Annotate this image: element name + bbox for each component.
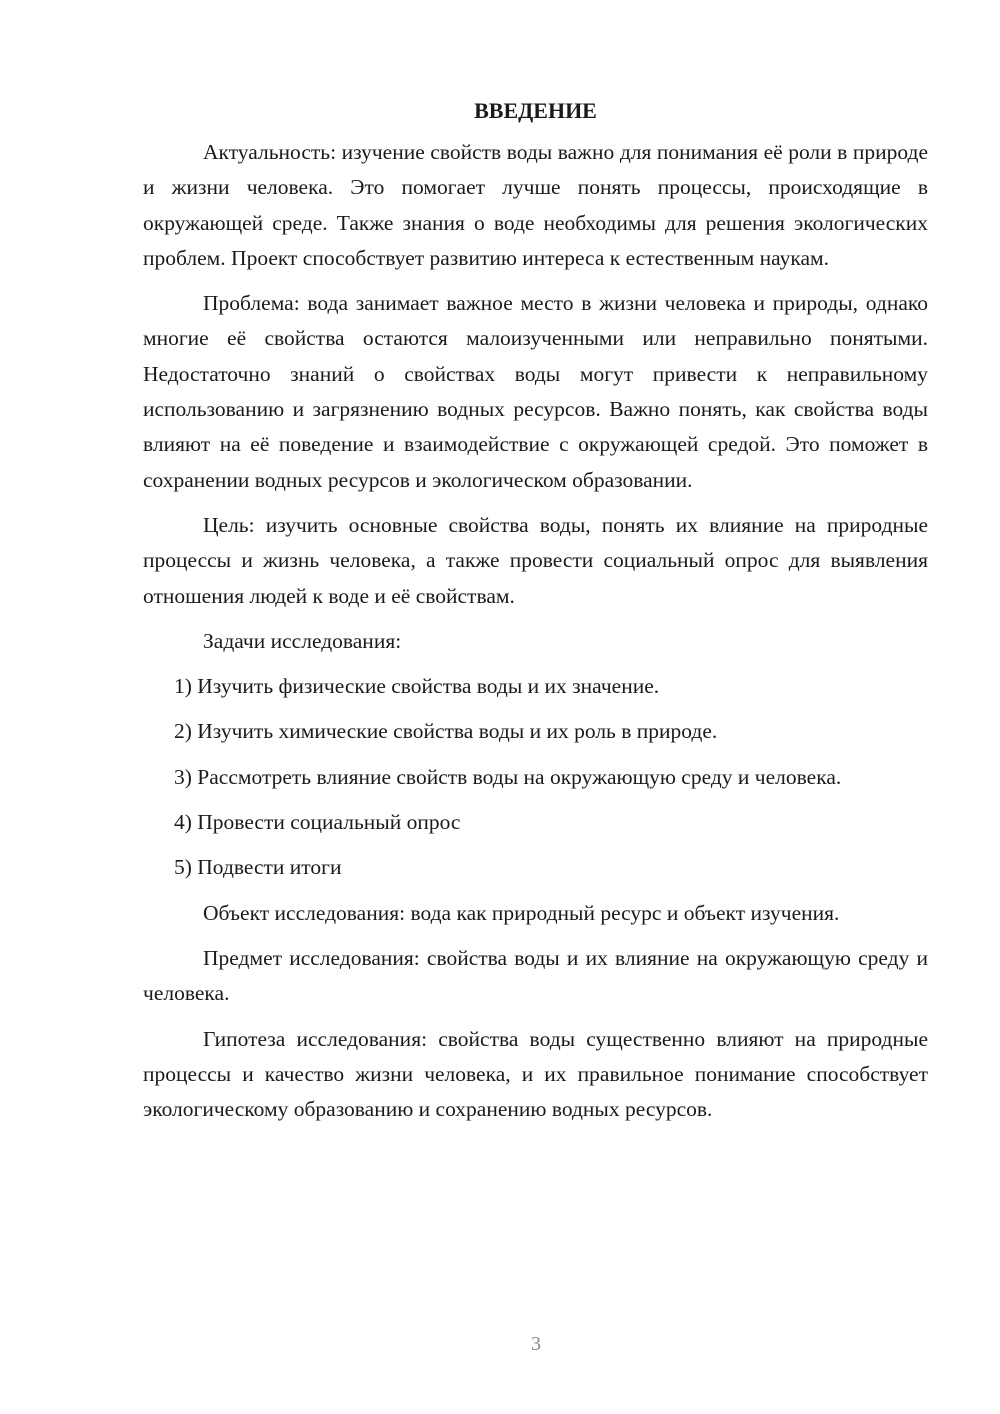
task-item-4: 4) Провести социальный опрос — [174, 810, 461, 835]
task-item-3: 3) Рассмотреть влияние свойств воды на окружающую среду и человека. — [174, 764, 842, 789]
paragraph-hypothesis: Гипотеза исследования: свойства воды существенно влияют на природные процессы и качество жизни человека, и их правильное понимание способствует экологическому образованию и сохранению водных ресурсов. — [143, 1026, 928, 1122]
paragraph-goal: Цель: изучить основные свойства воды, понять их влияние на природные процессы и жизнь человека, а также провести социальный опрос для выявления отношения людей к воде и её свойствам. — [143, 512, 928, 608]
task-item-5: 5) Подвести итоги — [174, 855, 342, 880]
section-title: ВВЕДЕНИЕ — [474, 98, 597, 123]
task-item-2: 2) Изучить химические свойства воды и их роль в природе. — [174, 719, 718, 744]
tasks-heading: Задачи исследования: — [203, 628, 402, 653]
paragraph-object: Объект исследования: вода как природный ресурс и объект изучения. — [203, 900, 840, 925]
paragraph-subject: Предмет исследования: свойства воды и их влияние на окружающую среду и человека. — [143, 945, 928, 1006]
document-page — [143, 96, 928, 1137]
page-number: 3 — [531, 1333, 541, 1355]
task-item-1: 1) Изучить физические свойства воды и их значение. — [174, 674, 660, 699]
paragraph-problem: Проблема: вода занимает важное место в жизни человека и природы, однако многие её свойства остаются малоизученными или неправильно понятыми. Недостаточно знаний о свойствах воды могут привести к неправильному использованию и загрязнению водных ресурсов. Важно понять, как свойства воды влияют на её поведение и взаимодействие с окружающей средой. Это поможет в сохранении водных ресурсов и экологическом образовании. — [143, 291, 928, 492]
paragraph-relevance: Актуальность: изучение свойств воды важно для понимания её роли в природе и жизни человека. Это помогает лучше понять процессы, происходящие в окружающей среде. Также знания о воде необходимы для решения экологических проблем. Проект способствует развитию интереса к естественным наукам. — [143, 140, 928, 270]
